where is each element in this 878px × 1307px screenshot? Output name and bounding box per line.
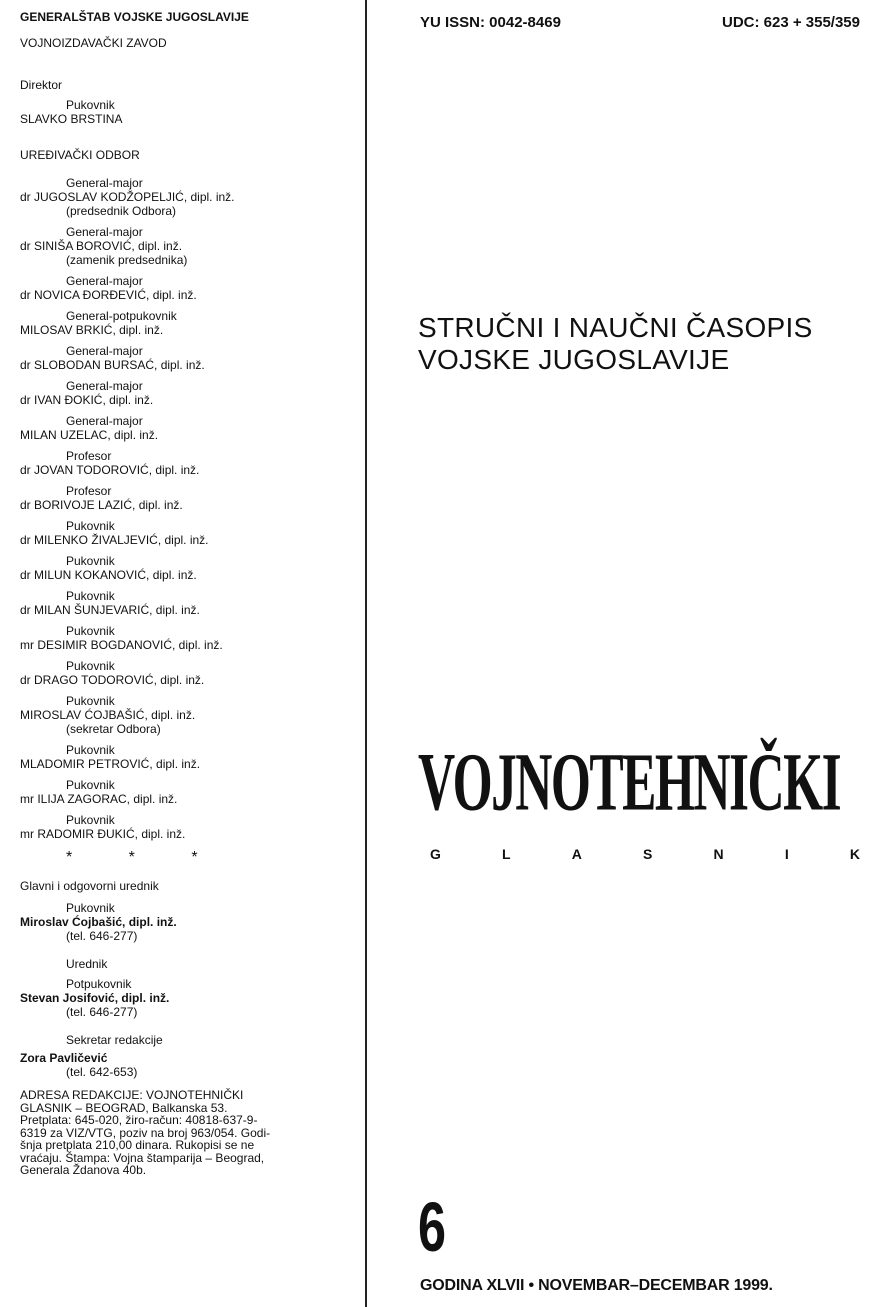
board-member [20, 624, 350, 652]
journal-masthead [418, 736, 868, 862]
board-member-rank: General-major [66, 344, 143, 358]
board-member-name: dr DRAGO TODOROVIĆ, dipl. inž. [20, 673, 205, 687]
secretary-label: Sekretar redakcije [66, 1033, 163, 1047]
board-member-note: (predsednik Odbora) [66, 204, 177, 218]
board-member-note: (sekretar Odbora) [66, 722, 161, 736]
secretary-tel: (tel. 642-653) [66, 1065, 138, 1079]
column-divider [365, 0, 367, 1307]
board-member [20, 274, 350, 302]
board-list [20, 176, 350, 841]
editorial-address [20, 1089, 350, 1177]
address-line: vraćaju. Štampa: Vojna štamparija – Beograd, [20, 1150, 265, 1165]
board-member [20, 743, 350, 771]
board-member [20, 778, 350, 806]
board-member-note: (zamenik predsednika) [66, 253, 188, 267]
chief-editor-tel: (tel. 646-277) [66, 929, 138, 943]
journal-subtitle-letters [430, 846, 860, 862]
board-member-name: dr SLOBODAN BURSAĆ, dipl. inž. [20, 358, 205, 372]
board-member [20, 449, 350, 477]
board-member-rank: Pukovnik [66, 778, 115, 792]
subtitle-letter: S [643, 846, 653, 862]
board-member-name: MILAN UZELAC, dipl. inž. [20, 428, 159, 442]
board-member [20, 344, 350, 372]
board-member-rank: Profesor [66, 449, 112, 463]
udc: UDC: 623 + 355/359 [721, 14, 860, 31]
subtitle-letter: I [784, 846, 789, 862]
board-member-rank: General-major [66, 414, 143, 428]
address-line: ADRESA REDAKCIJE: VOJNOTEHNIČKI [20, 1088, 244, 1102]
board-member [20, 519, 350, 547]
board-member-rank: Pukovnik [66, 589, 115, 603]
board-member-name: mr DESIMIR BOGDANOVIĆ, dipl. inž. [20, 638, 223, 652]
board-member [20, 659, 350, 687]
board-member-name: dr MILAN ŠUNJEVARIĆ, dipl. inž. [20, 603, 200, 617]
board-member-rank: Pukovnik [66, 813, 115, 827]
subtitle-letter: L [502, 846, 511, 862]
subtitle-letter: A [571, 846, 582, 862]
board-member-rank: General-major [66, 274, 143, 288]
board-member-name: dr IVAN ĐOKIĆ, dipl. inž. [20, 393, 154, 407]
board-member-rank: Pukovnik [66, 743, 115, 757]
board-member [20, 484, 350, 512]
board-member-name: MLADOMIR PETROVIĆ, dipl. inž. [20, 757, 201, 771]
publisher-name: VOJNOIZDAVAČKI ZAVOD [20, 36, 167, 50]
address-line: Pretplata: 645-020, žiro-račun: 40818-637-9- [20, 1113, 258, 1127]
board-member [20, 813, 350, 841]
board-member-rank: General-potpukovnik [66, 309, 177, 323]
board-member-name: MILOSAV BRKIĆ, dipl. inž. [20, 323, 164, 337]
board-member-name: dr JUGOSLAV KODŽOPELJIĆ, dipl. inž. [20, 190, 235, 204]
board-member [20, 176, 350, 218]
editor-tel: (tel. 646-277) [66, 1005, 138, 1019]
board-member-rank: General-major [66, 225, 143, 239]
chief-editor-rank: Pukovnik [66, 901, 115, 915]
subtitle-letter: N [713, 846, 724, 862]
board-member-rank: Pukovnik [66, 624, 115, 638]
chief-editor-label: Glavni i odgovorni urednik [20, 879, 159, 893]
org-name: GENERALŠTAB VOJSKE JUGOSLAVIJE [20, 10, 249, 24]
board-member [20, 589, 350, 617]
address-line: Generala Ždanova 40b. [20, 1163, 147, 1177]
board-member [20, 554, 350, 582]
subtitle-letter: K [849, 846, 860, 862]
issn: YU ISSN: 0042-8469 [420, 14, 561, 31]
board-member-name: dr MILUN KOKANOVIĆ, dipl. inž. [20, 568, 197, 582]
board-member [20, 379, 350, 407]
board-member-name: dr BORIVOJE LAZIĆ, dipl. inž. [20, 498, 183, 512]
issue-line: GODINA XLVII • NOVEMBAR–DECEMBAR 1999. [420, 1277, 773, 1294]
subtitle-line-1: STRUČNI I NAUČNI ČASOPIS [418, 312, 813, 343]
stars-separator: * * * [66, 849, 224, 866]
board-member-name: mr ILIJA ZAGORAC, dipl. inž. [20, 792, 178, 806]
board-member [20, 225, 350, 267]
director-label: Direktor [20, 78, 63, 92]
editor-label: Urednik [66, 957, 108, 971]
board-member-rank: Pukovnik [66, 694, 115, 708]
chief-editor-name: Miroslav Ćojbašić, dipl. inž. [20, 915, 177, 929]
board-member-rank: General-major [66, 379, 143, 393]
issue-number: 6 [418, 1188, 447, 1266]
board-member-rank: Profesor [66, 484, 112, 498]
board-member [20, 309, 350, 337]
board-member-rank: Pukovnik [66, 554, 115, 568]
address-line: 6319 za VIZ/VTG, poziv na broj 963/054. Godi- [20, 1125, 271, 1140]
board-member-name: dr SINIŠA BOROVIĆ, dipl. inž. [20, 239, 183, 253]
subtitle-line-2: VOJSKE JUGOSLAVIJE [418, 344, 730, 375]
board-member-rank: General-major [66, 176, 143, 190]
board-member-name: dr JOVAN TODOROVIĆ, dipl. inž. [20, 463, 200, 477]
board-member-name: dr NOVICA ĐORĐEVIĆ, dipl. inž. [20, 288, 197, 302]
subtitle-letter: G [430, 846, 441, 862]
board-label: UREĐIVAČKI ODBOR [20, 148, 140, 162]
director-name: SLAVKO BRSTINA [20, 112, 123, 126]
board-member-name: dr MILENKO ŽIVALJEVIĆ, dipl. inž. [20, 533, 209, 547]
address-line: GLASNIK – BEOGRAD, Balkanska 53. [20, 1100, 228, 1115]
journal-subtitle [418, 312, 813, 376]
board-member [20, 414, 350, 442]
masthead-column [20, 10, 350, 1177]
board-member-name: MIROSLAV ĆOJBAŠIĆ, dipl. inž. [20, 708, 196, 722]
board-member-rank: Pukovnik [66, 659, 115, 673]
journal-title: VOJNOTEHNIČKI [418, 736, 841, 828]
editor-rank: Potpukovnik [66, 977, 132, 991]
editor-name: Stevan Josifović, dipl. inž. [20, 991, 170, 1005]
secretary-name: Zora Pavličević [20, 1051, 108, 1065]
board-member-rank: Pukovnik [66, 519, 115, 533]
board-member-name: mr RADOMIR ĐUKIĆ, dipl. inž. [20, 827, 186, 841]
address-line: šnja pretplata 210,00 dinara. Rukopisi se ne [20, 1138, 255, 1152]
board-member [20, 694, 350, 736]
director-rank: Pukovnik [66, 98, 115, 112]
